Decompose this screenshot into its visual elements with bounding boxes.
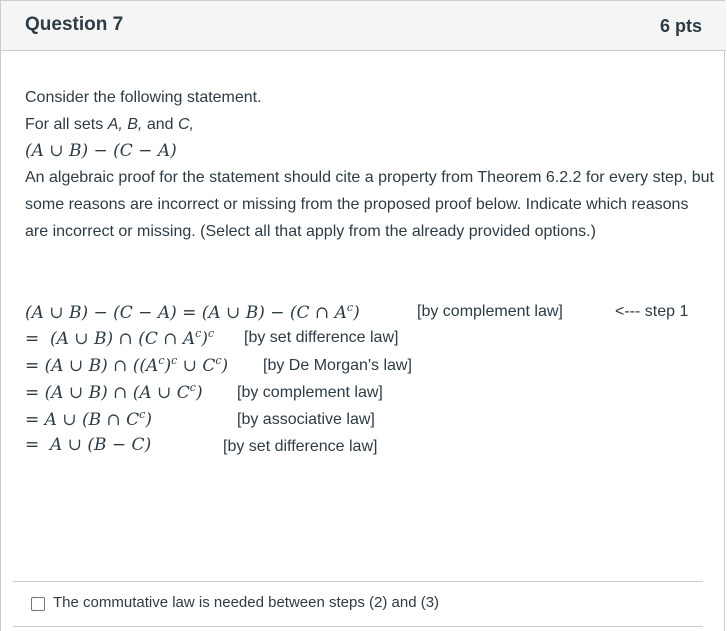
instructions-paragraph: An algebraic proof for the statement should cite a property from Theorem 6.2.2 for every step, but some reasons are incorrect or missing from the proposed proof below. Indicate which reasons are incorrect or missing. (Select all that apply from the already provided options.) — [25, 169, 714, 240]
proof-step-4: = A ∪ (B ∩ $C^c$) — [25, 408, 152, 430]
proof-step-2: = (A ∪ B) ∩ ($(A^c)^c$ ∪ $C^c$) — [25, 354, 229, 376]
proof-reason-2: [by De Morgan's law] — [263, 357, 412, 374]
proof-reason-3: [by complement law] — [237, 384, 383, 401]
proof-reason-1: [by set difference law] — [244, 329, 399, 346]
answer-option[interactable] — [13, 581, 703, 627]
proof-step-3: = (A ∪ B) ∩ (A ∪ $C^c$) — [25, 381, 203, 403]
proof-reason-0: [by complement law] — [417, 303, 563, 320]
option-label[interactable]: The commutative law is needed between steps (2) and (3) — [53, 594, 440, 611]
intro-line-1: Consider the following statement. — [25, 89, 262, 106]
option-checkbox[interactable] — [31, 597, 45, 611]
proof-reason-5: [by set difference law] — [223, 438, 378, 455]
question-title: Question 7 — [25, 14, 124, 35]
proof-step-1: = (A ∪ B) ∩ (C ∩ $A^c)^c$ — [25, 327, 215, 349]
statement-formula: (A ∪ B) − (C − A) — [25, 141, 177, 161]
proof-step-5: = A ∪ (B − C) — [25, 435, 152, 455]
proof-reason-4: [by associative law] — [237, 411, 375, 428]
question-header — [1, 1, 726, 51]
step-1-marker: <--- step 1 — [615, 303, 689, 320]
proof-step-0: (A ∪ B) − (C − A) = (A ∪ B) − (C ∩ $A^c$) — [25, 301, 360, 323]
intro-line-2: For all sets A, B, and C, — [25, 116, 194, 133]
question-points: 6 pts — [659, 16, 702, 36]
